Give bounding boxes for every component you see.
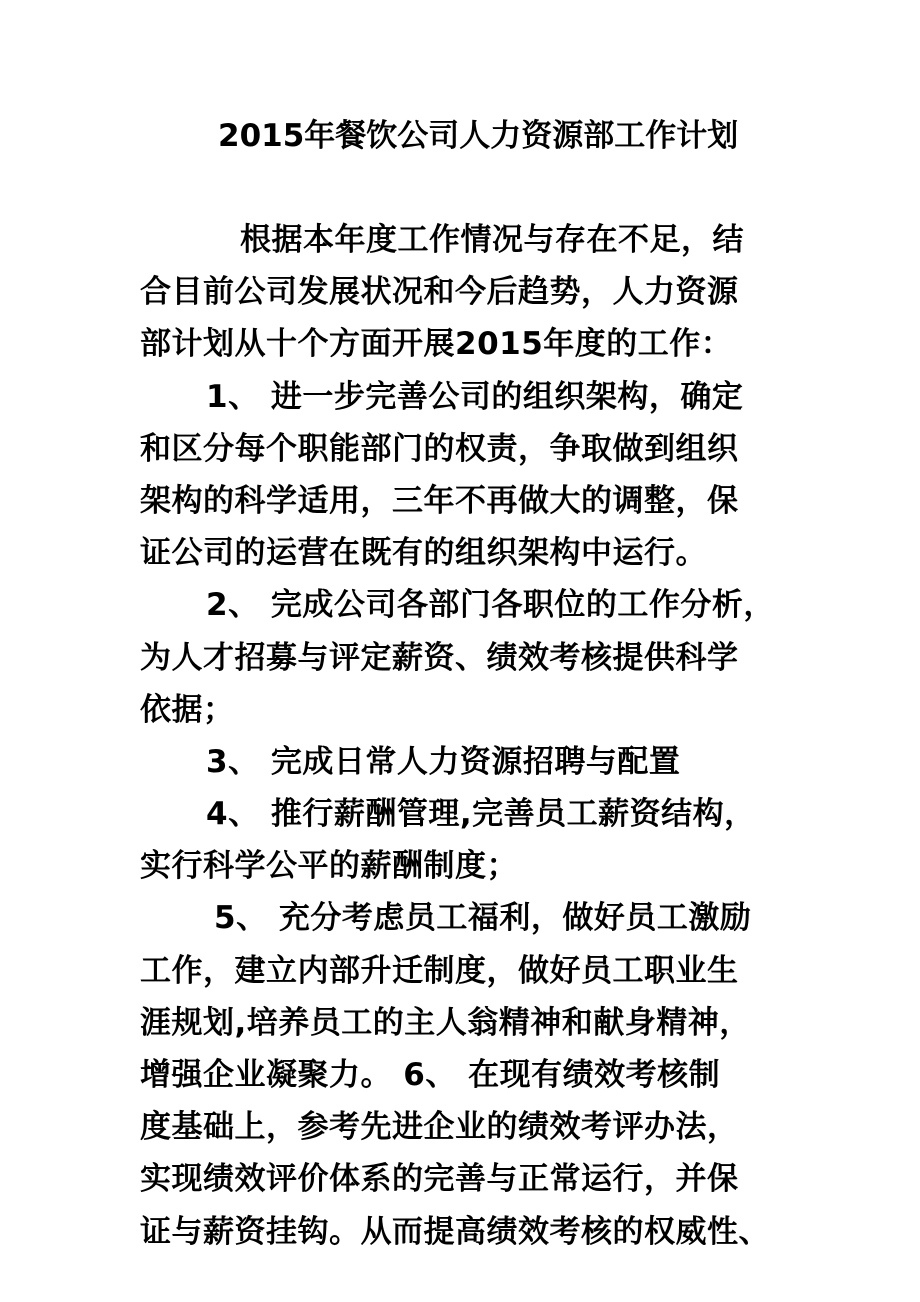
list-item-line: 2、 完成公司各部门各职位的工作分析，	[206, 587, 775, 624]
paragraph-line: 根据本年度工作情况与存在不足，结	[240, 222, 744, 258]
list-item-line: 1、 进一步完善公司的组织架构，确定	[206, 378, 744, 415]
paragraph-line: 依据；	[140, 691, 235, 728]
paragraph-line: 实行科学公平的薪酬制度；	[140, 848, 518, 885]
paragraph-line: 证与薪资挂钩。从而提高绩效考核的权威性、	[140, 1213, 770, 1250]
paragraph-line: 证公司的运营在既有的组织架构中运行。	[140, 535, 707, 572]
document-title: 2015年餐饮公司人力资源部工作计划	[218, 118, 739, 154]
document-body	[140, 214, 790, 1258]
paragraph-line: 为人才招募与评定薪资、绩效考核提供科学	[140, 639, 739, 676]
paragraph-line: 实现绩效评价体系的完善与正常运行，并保	[140, 1161, 739, 1198]
paragraph-line: 和区分每个职能部门的权责，争取做到组织	[140, 430, 739, 467]
paragraph-line: 度基础上，参考先进企业的绩效考评办法，	[140, 1109, 739, 1146]
paragraph-line: 工作，建立内部升迁制度，做好员工职业生	[140, 952, 739, 989]
paragraph-line: 涯规划,培养员工的主人翁精神和献身精神，	[140, 1004, 751, 1041]
paragraph-line: 部计划从十个方面开展2015年度的工作：	[140, 326, 733, 363]
list-item-line: 4、 推行薪酬管理,完善员工薪资结构，	[206, 796, 756, 833]
paragraph-line: 增强企业凝聚力。 6、 在现有绩效考核制	[140, 1057, 721, 1093]
paragraph-line: 合目前公司发展状况和今后趋势，人力资源	[140, 274, 739, 311]
list-item-line: 5、 充分考虑员工福利，做好员工激励	[214, 900, 752, 937]
paragraph-line: 架构的科学适用，三年不再做大的调整，保	[140, 482, 739, 519]
list-item-line: 3、 完成日常人力资源招聘与配置	[206, 743, 681, 780]
